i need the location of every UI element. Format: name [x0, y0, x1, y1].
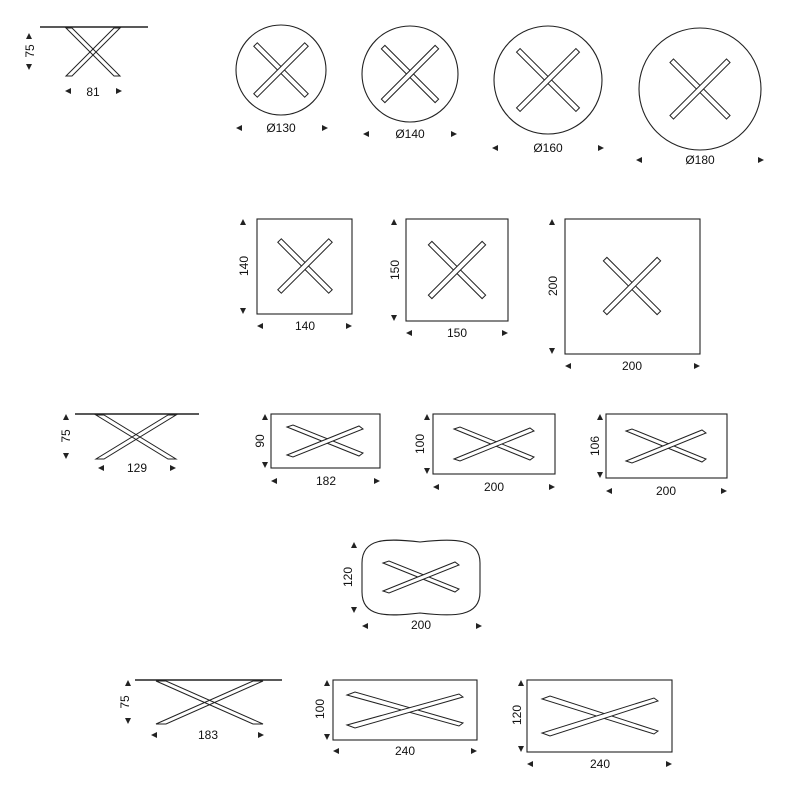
square-table-150-depth: 150 — [388, 259, 402, 281]
square-table-150-width: 150 — [446, 326, 468, 340]
rect-table-240x100-depth: 100 — [313, 698, 327, 720]
rect-table-240x120 — [510, 680, 672, 771]
square-table-140-width: 140 — [294, 319, 316, 333]
square-table-140 — [237, 215, 356, 333]
round-table-180-diameter: Ø180 — [685, 153, 715, 167]
round-table-140 — [356, 20, 463, 141]
square-table-200-depth: 200 — [546, 275, 560, 297]
round-table-180 — [636, 28, 764, 167]
rect-table-240x100 — [313, 680, 477, 758]
rect-table-240x100-width: 240 — [394, 744, 416, 758]
rect-table-200x106 — [588, 414, 727, 498]
side-view-2-length: 129 — [126, 461, 148, 475]
round-table-130-diameter: Ø130 — [266, 121, 296, 135]
rect-table-182x90-depth: 90 — [253, 434, 267, 448]
side-view-3-length: 183 — [197, 728, 219, 742]
side-view-3-height: 75 — [118, 695, 132, 709]
side-view-1-length: 81 — [86, 85, 100, 99]
rect-table-200x100-width: 200 — [483, 480, 505, 494]
square-table-150 — [388, 216, 511, 340]
round-table-160 — [489, 21, 608, 155]
square-table-200 — [546, 219, 700, 373]
rect-table-200x100 — [413, 414, 555, 494]
side-view-2 — [59, 414, 199, 475]
rect-table-200x100-depth: 100 — [413, 433, 427, 455]
side-view-1 — [23, 27, 148, 99]
oval-table-width: 200 — [410, 618, 432, 632]
square-table-200-width: 200 — [621, 359, 643, 373]
side-view-1-height: 75 — [23, 44, 37, 58]
rect-table-182x90 — [253, 414, 380, 488]
round-table-130 — [230, 19, 332, 135]
oval-table-depth: 120 — [341, 566, 355, 588]
side-view-2-height: 75 — [59, 429, 73, 443]
square-table-140-depth: 140 — [237, 255, 251, 277]
rect-table-240x120-depth: 120 — [510, 704, 524, 726]
oval-table-200x120 — [341, 540, 482, 632]
round-table-140-diameter: Ø140 — [395, 127, 425, 141]
rect-table-200x106-width: 200 — [655, 484, 677, 498]
rect-table-182x90-width: 182 — [315, 474, 337, 488]
rect-table-200x106-depth: 106 — [588, 435, 602, 457]
rect-table-240x120-width: 240 — [589, 757, 611, 771]
round-table-160-diameter: Ø160 — [533, 141, 563, 155]
side-view-3 — [118, 680, 282, 742]
